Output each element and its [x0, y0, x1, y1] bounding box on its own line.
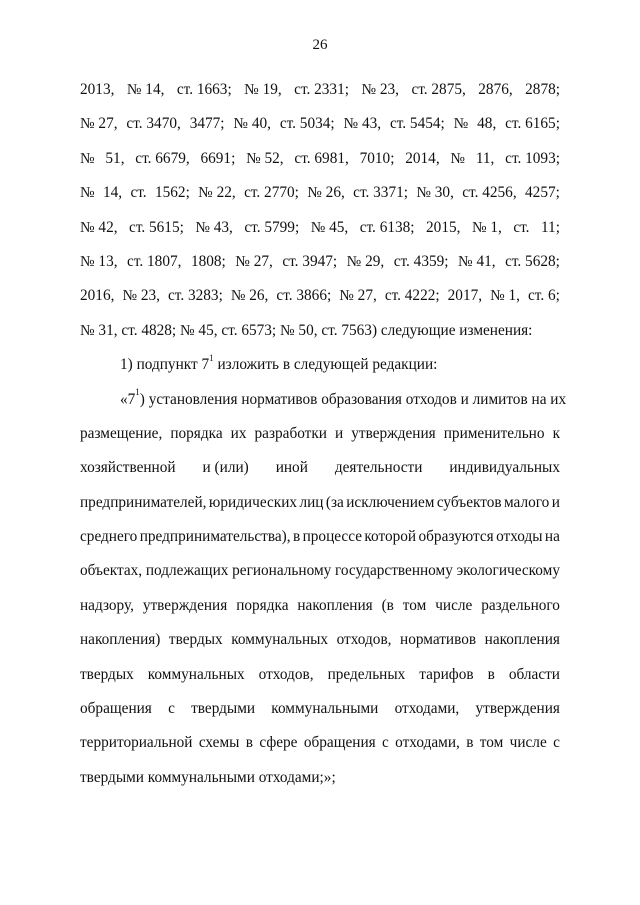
- text-fragment: ) установления нормативов образования отходов и лимитов на их: [139, 390, 567, 408]
- word: и: [335, 424, 344, 442]
- word: накопления): [80, 631, 161, 649]
- word: № 42,: [80, 218, 118, 236]
- word: утверждения: [351, 424, 436, 442]
- body-text: [80, 73, 567, 795]
- quote-line: [80, 417, 560, 451]
- word: № 45,: [310, 218, 349, 236]
- word: №: [450, 149, 466, 167]
- word: № 19,: [244, 81, 282, 98]
- word: порядка: [170, 424, 223, 442]
- quote-line: [80, 692, 560, 726]
- word: ст. 3947;: [282, 252, 338, 270]
- word: исключением: [346, 493, 435, 511]
- quote-line: [80, 589, 560, 623]
- word: 2015,: [426, 218, 461, 236]
- word: № 1,: [471, 218, 502, 236]
- word: отходов,: [336, 631, 392, 649]
- word: № 13,: [80, 252, 118, 270]
- citation-line: [80, 73, 560, 107]
- word: числе: [435, 596, 473, 614]
- quote-line: [80, 486, 560, 520]
- superscript: 1: [209, 353, 214, 364]
- word: 6691;: [200, 149, 236, 167]
- word: 2013,: [80, 81, 115, 98]
- word: процессе: [302, 528, 362, 546]
- word: утверждения: [142, 596, 228, 614]
- quote-line: [80, 726, 560, 760]
- word: с: [553, 734, 560, 752]
- word: надзору,: [80, 596, 134, 614]
- word: № 27,: [80, 115, 118, 133]
- word: их: [230, 424, 247, 442]
- word: схемы: [198, 734, 240, 752]
- word: обращения: [303, 734, 376, 752]
- word: отходы: [496, 528, 543, 546]
- word: № 27,: [235, 252, 273, 270]
- word: № 52,: [246, 149, 284, 167]
- word: числе: [509, 734, 547, 752]
- word: 51,: [105, 149, 125, 167]
- citation-line: [80, 211, 560, 245]
- quote-first-line: [80, 383, 567, 417]
- word: 2014,: [405, 149, 440, 167]
- quote-last-line: [80, 761, 560, 795]
- word: № 23,: [122, 287, 160, 305]
- word: отходами,: [395, 734, 460, 752]
- word: №: [80, 184, 95, 202]
- word: ст. 3470,: [126, 115, 181, 133]
- word: 48,: [477, 115, 497, 133]
- word: №: [453, 115, 469, 133]
- word: ст. 4256,: [462, 184, 517, 202]
- text-span: № 31, ст. 4828; № 45, ст. 6573; № 50, ст. 7563) следующие изменения:: [80, 321, 533, 339]
- word: № 26,: [230, 287, 269, 305]
- quote-line: [80, 623, 560, 657]
- word: региональному: [232, 562, 332, 580]
- word: ст. 5615;: [129, 218, 184, 236]
- word: 2016,: [80, 287, 115, 305]
- word: ст. 4359;: [393, 252, 449, 270]
- word: 4257;: [525, 184, 560, 202]
- word: ст. 1807,: [127, 252, 182, 270]
- word: территориальной: [80, 734, 193, 752]
- citation-line: [80, 245, 560, 279]
- citation-line: [80, 142, 560, 176]
- word: к: [552, 424, 560, 442]
- text-span: [120, 348, 437, 382]
- word: экологическому: [456, 562, 560, 580]
- word: ст. 6;: [528, 287, 560, 305]
- word: накопления: [484, 631, 560, 649]
- word: образуются: [418, 528, 494, 546]
- word: юридических: [208, 493, 298, 511]
- text-span: [120, 383, 566, 417]
- word: государственному: [335, 562, 453, 580]
- word: обращения: [80, 700, 152, 718]
- word: 11,: [475, 149, 495, 167]
- word: применительно: [443, 424, 545, 442]
- word: твердых: [168, 631, 223, 649]
- word: сфере: [259, 734, 298, 752]
- word: твердыми: [191, 700, 256, 718]
- text-fragment: «7: [120, 390, 136, 408]
- word: ст. 4222;: [384, 287, 440, 305]
- text-span: твердыми коммунальными отходами;»;: [80, 768, 336, 786]
- word: и (или): [202, 459, 249, 477]
- word: № 40,: [233, 115, 271, 133]
- text-fragment: 1) подпункт 7: [120, 356, 210, 374]
- word: ст. 6679,: [135, 149, 190, 167]
- word: разработки: [254, 424, 327, 442]
- word: ст. 5454;: [389, 115, 445, 133]
- word: ст.: [513, 218, 530, 236]
- amendment-item: [80, 348, 560, 382]
- word: ст. 6165;: [505, 115, 560, 133]
- word: № 29,: [346, 252, 385, 270]
- word: ст. 6981,: [294, 149, 349, 167]
- word: № 41,: [458, 252, 496, 270]
- word: которой: [364, 528, 417, 546]
- word: 11;: [540, 218, 560, 236]
- citation-line: [80, 279, 560, 313]
- word: хозяйственной: [80, 459, 176, 477]
- word: раздельного: [481, 596, 560, 614]
- word: нормативов: [400, 631, 477, 649]
- word: порядка: [236, 596, 289, 614]
- superscript: 1: [135, 387, 140, 398]
- citation-line: [80, 107, 560, 141]
- word: № 14,: [126, 81, 165, 98]
- word: лиц: [299, 493, 324, 511]
- word: № 26,: [307, 184, 345, 202]
- quote-line: [80, 451, 560, 485]
- word: № 43,: [195, 218, 233, 236]
- word: ст. 5799;: [244, 218, 300, 236]
- word: ст. 2875,: [411, 81, 466, 98]
- word: №: [80, 149, 95, 167]
- word: отходами,: [394, 700, 460, 718]
- page-number: 26: [312, 37, 328, 53]
- word: предпринимателей,: [80, 493, 207, 511]
- word: ст. 3866;: [276, 287, 332, 305]
- text-fragment: изложить в следующей редакции:: [213, 356, 438, 374]
- word: деятельности: [334, 459, 423, 477]
- word: предпринимательства),: [139, 528, 291, 546]
- word: в: [466, 734, 474, 752]
- word: в: [245, 734, 254, 752]
- word: коммунальными: [271, 700, 379, 718]
- word: твердых: [80, 665, 134, 683]
- word: ст. 6138;: [359, 218, 415, 236]
- word: № 30,: [416, 184, 454, 202]
- word: 3477;: [189, 115, 225, 133]
- word: ст. 3371;: [353, 184, 408, 202]
- citation-line-last: [80, 314, 560, 348]
- word: иной: [275, 459, 308, 477]
- word: 2878;: [525, 81, 560, 98]
- quote-line: [80, 520, 560, 554]
- word: (за: [325, 493, 344, 511]
- word: № 22,: [198, 184, 236, 202]
- word: накопления: [297, 596, 373, 614]
- citation-line: [80, 176, 560, 210]
- word: в: [292, 528, 301, 546]
- word: среднего: [80, 528, 138, 546]
- word: индивидуальных: [449, 459, 560, 477]
- word: том: [479, 734, 504, 752]
- word: № 1,: [490, 287, 520, 305]
- word: 7010;: [359, 149, 395, 167]
- word: ст. 1093;: [505, 149, 560, 167]
- word: ст. 1663;: [176, 81, 232, 98]
- word: коммунальных: [147, 665, 245, 683]
- word: отходов,: [258, 665, 314, 683]
- word: субъектов: [436, 493, 502, 511]
- word: тарифов: [419, 665, 474, 683]
- quote-line: [80, 554, 560, 588]
- word: ст. 2770;: [244, 184, 299, 202]
- quote-line: [80, 658, 560, 692]
- word: подлежащих: [145, 562, 229, 580]
- word: 2876,: [478, 81, 513, 98]
- word: ст.: [130, 184, 147, 202]
- word: объектах,: [80, 562, 143, 580]
- word: том: [402, 596, 427, 614]
- word: с: [168, 700, 175, 718]
- word: (в: [381, 596, 394, 614]
- word: 14,: [102, 184, 123, 202]
- word: малого: [503, 493, 550, 511]
- word: на: [544, 528, 560, 546]
- word: 2017,: [447, 287, 483, 305]
- word: утверждения: [475, 700, 560, 718]
- word: в: [487, 665, 495, 683]
- word: 1808;: [190, 252, 226, 270]
- word: ст. 5628;: [505, 252, 560, 270]
- word: размещение,: [80, 424, 163, 442]
- word: ст. 5034;: [279, 115, 335, 133]
- word: ст. 3283;: [168, 287, 223, 305]
- word: № 23,: [361, 81, 399, 98]
- word: и: [551, 493, 560, 511]
- word: ст. 2331;: [294, 81, 349, 98]
- word: с: [382, 734, 389, 752]
- word: предельных: [327, 665, 406, 683]
- word: коммунальных: [231, 631, 329, 649]
- word: области: [508, 665, 560, 683]
- word: 1562;: [154, 184, 190, 202]
- word: № 27,: [339, 287, 377, 305]
- word: № 43,: [343, 115, 382, 133]
